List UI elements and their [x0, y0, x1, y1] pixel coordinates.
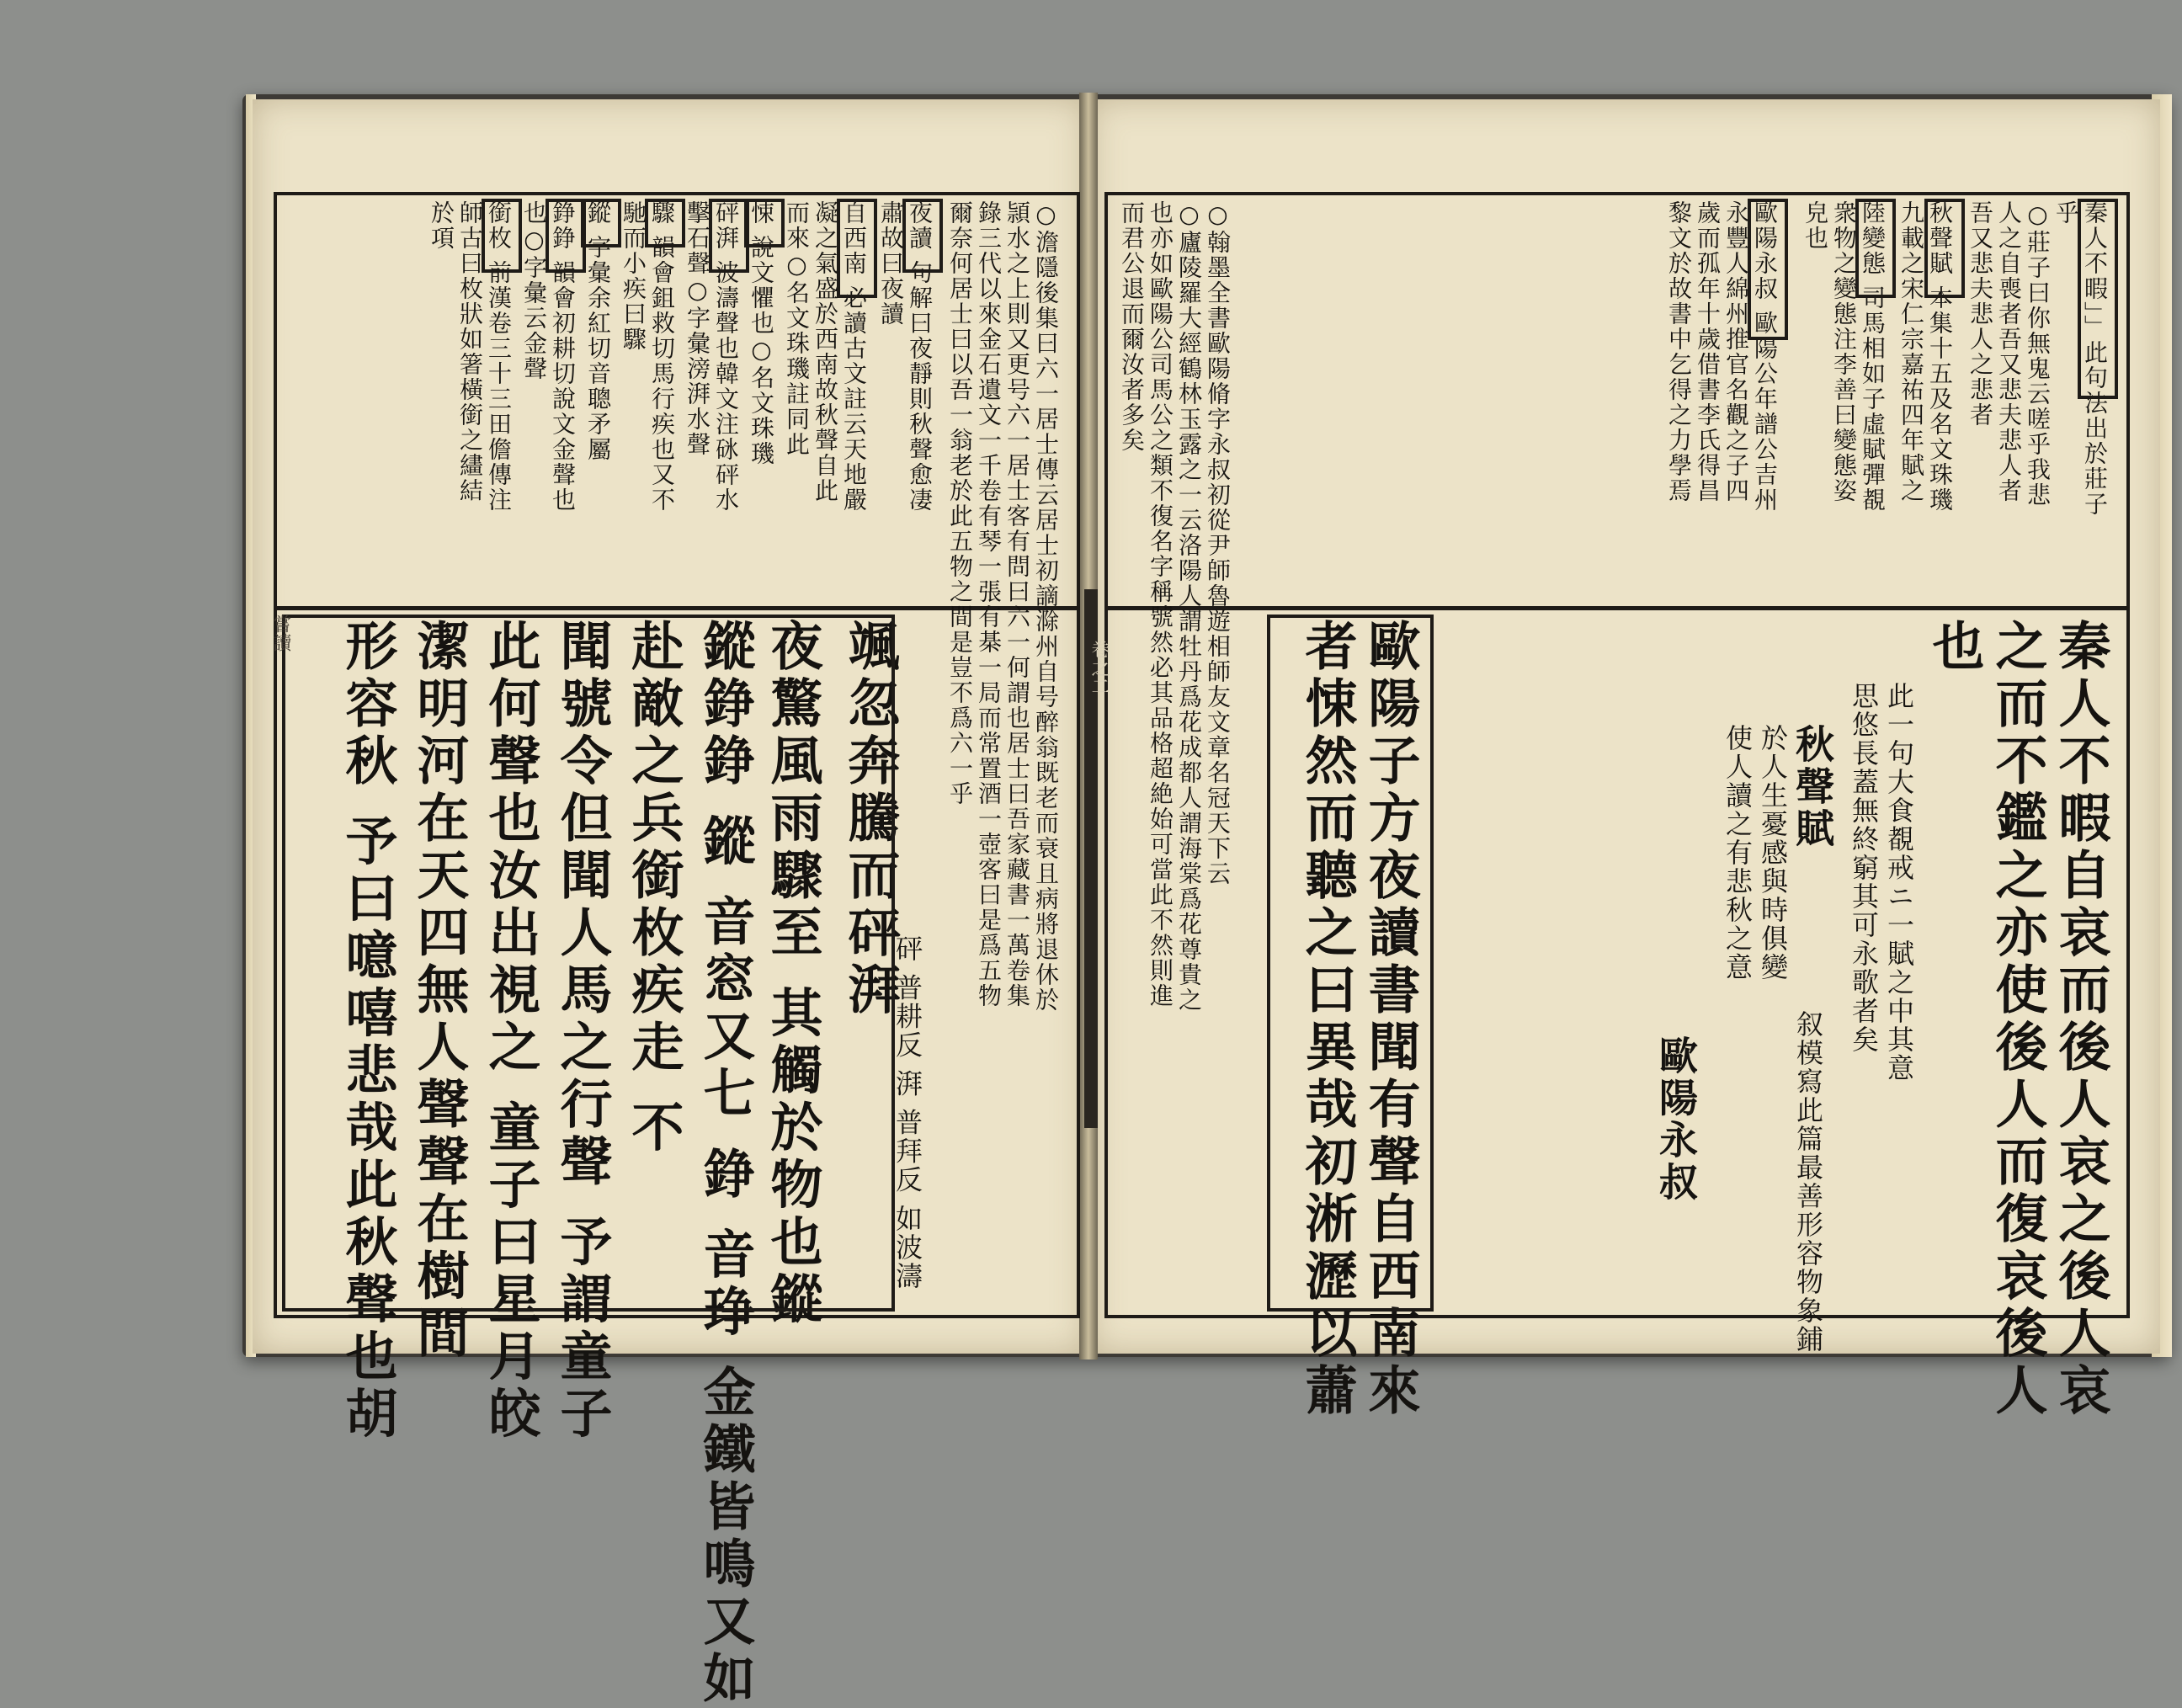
main-text-col: 者悚然而聽之曰異哉初淅瀝以蕭 [1296, 619, 1358, 1420]
main-text-col: 夜驚風雨驟至 其觸於物也鏦 [762, 619, 823, 1329]
headword-box [744, 199, 785, 247]
annotation-col: 砰 普耕反 湃 普拜反 如波濤 [891, 934, 923, 1290]
commentary-col: 於項 [428, 200, 455, 251]
annotation-col: 使人讀之有悲秋之意 [1722, 724, 1754, 982]
main-text-col: 颯忽奔騰而砰湃 [839, 619, 901, 1019]
headword-box [709, 199, 749, 273]
main-text-col: 歐陽子方夜讀書聞有聲自西南來 [1360, 619, 1421, 1420]
headword-box [645, 199, 685, 247]
commentary-col: 皃也 [1801, 200, 1829, 251]
commentary-col: 夜讀 句解曰夜靜則秋聲愈凄 [906, 200, 934, 513]
main-text-col: 赴敵之兵銜枚疾走 不 [623, 619, 684, 1157]
commentary-col: 鏦 字彙余紅切音聰矛屬 [584, 200, 612, 462]
commentary-col: ○莊子曰你無鬼云嗟乎我悲 [2024, 200, 2052, 508]
commentary-col: 砰湃 波濤聲也韓文注砯砰水 [712, 200, 740, 513]
commentary-col: 九載之宋仁宗嘉祐四年賦之 [1897, 200, 1925, 503]
volume-label: 卷之二 [1088, 640, 1110, 695]
main-text-col: 聞號令但聞人馬之行聲 予謂童子 [551, 619, 613, 1444]
commentary-col: 吾又悲夫悲人之悲者 [1966, 200, 1994, 428]
commentary-col: 師古曰枚狀如箸橫銜之繣結 [456, 200, 484, 503]
commentary-col: 而君公退而爾汝者多矣 [1118, 200, 1146, 453]
headword-box [1924, 199, 1965, 298]
main-text-box [1267, 615, 1434, 1420]
main-text-box [282, 615, 901, 1708]
headword-box [1748, 199, 1788, 340]
margin-note: 嘗讀 [270, 615, 291, 652]
commentary-col: 凝之氣盛於西南故秋聲自此 [812, 200, 839, 503]
commentary-col: 而來○名文珠璣註同此 [783, 200, 811, 457]
commentary-col: 歲而孤年十歲借書李氏得昌 [1694, 200, 1722, 503]
commentary-col: ○廬陵羅大經鶴林玉露之一云洛陽人謂牡丹爲花成都人謂海棠爲花尊貴之 [1175, 200, 1203, 1013]
headword-box [581, 199, 621, 247]
annotation-col: 於人生憂感與時俱變 [1757, 724, 1789, 982]
commentary-col: 驟 韻會鉏救切馬行疾也又不 [648, 200, 676, 513]
commentary-col: 永豐人綿州推官名觀之子四 [1722, 200, 1750, 503]
commentary-col: 馳而小疾曰驟 [620, 200, 647, 352]
main-text-col: 潔明河在天四無人聲聲在樹間 [408, 619, 470, 1363]
commentary-col: ○澹隱後集曰六一居士傳云居士初謫滁州自号醉翁既老而衰且病將退休於 [1032, 200, 1060, 1013]
essay-title: 秋聲賦 [1790, 724, 1835, 850]
annotation-col: 叙模寫此篇最善形容物象鋪 [1792, 1010, 1824, 1354]
author-name: 歐陽永叔 [1653, 1035, 1699, 1204]
headword-box [837, 199, 877, 298]
annotation-col: 此一句大食覩戒ニ一賦之中其意 [1883, 682, 1915, 1083]
right-divider [1104, 606, 2130, 610]
commentary-col: 陸變態 司馬相如子虛賦彈覩 [1859, 200, 1887, 513]
main-text-col: 鏦錚錚 鏦 音窓又七 錚 音琤 金鐵皆鳴又如 [695, 619, 756, 1708]
commentary-col: 頴水之上則又更号六一居士客有問曰六一何謂也居士曰吾家藏書一萬卷集 [1003, 200, 1031, 1008]
commentary-col: 自西南 必讀古文註云天地嚴 [840, 200, 868, 513]
main-text-col: 也 [1924, 619, 1985, 676]
commentary-col: 衆物之變態注李善曰變態姿 [1830, 200, 1858, 503]
commentary-col: 黎文於故書中乞得之力學焉 [1665, 200, 1693, 503]
main-text-col: 之而不鑑之亦使後人而復哀後人 [1987, 619, 2048, 1420]
commentary-col: 爾奈何居士曰以吾一翁老於此五物之間是豈不爲六一乎 [946, 200, 974, 806]
commentary-col: 秋聲賦 本集十五及名文珠璣 [1926, 200, 1954, 513]
main-text-col: 秦人不暇自哀而後人哀之後人哀 [2050, 619, 2111, 1420]
commentary-col: 歐陽永叔 歐陽公年譜公吉州 [1751, 200, 1779, 513]
commentary-col: 也○字彙云金聲 [520, 200, 548, 381]
commentary-col: 人之自喪者吾又悲夫悲人者 [1995, 200, 2023, 503]
commentary-col: ○翰墨全書歐陽脩字永叔初從尹師魯遊相師友文章名冠天下云 [1204, 200, 1232, 886]
annotation-col: 思悠長蓋無終窮其可永歌者矣 [1848, 682, 1880, 1054]
commentary-col: 也亦如歐陽公司馬公之類不復名字稱號然必其品格超絶始可當此不然則進 [1147, 200, 1174, 1008]
headword-box [902, 199, 943, 273]
headword-box [2078, 199, 2118, 399]
commentary-col: 錄三代以來金石遺文一千卷有琴一張有棊一局而常置酒一壺客曰是爲五物 [975, 200, 1003, 1008]
commentary-col: 銜枚 前漢卷三十三田儋傳注 [485, 200, 513, 513]
main-text-col: 形容秋 予曰噫嘻悲哉此秋聲也胡 [337, 619, 398, 1444]
headword-box [546, 199, 586, 273]
commentary-col: 肅故曰夜讀 [877, 200, 905, 327]
commentary-col: 錚錚 韻會初耕切說文金聲也 [549, 200, 577, 513]
main-text-col: 此何聲也汝出視之 童子曰星月皎 [480, 619, 541, 1444]
commentary-col: 悚 說文懼也○名文珠璣 [748, 200, 775, 466]
headword-box [1855, 199, 1896, 298]
commentary-col: 擊石聲○字彙滂湃水聲 [684, 200, 711, 457]
commentary-col: 乎 [2052, 200, 2080, 226]
commentary-col: 秦人不暇」」此句法出於莊子 [2081, 200, 2109, 517]
headword-box [482, 199, 522, 273]
